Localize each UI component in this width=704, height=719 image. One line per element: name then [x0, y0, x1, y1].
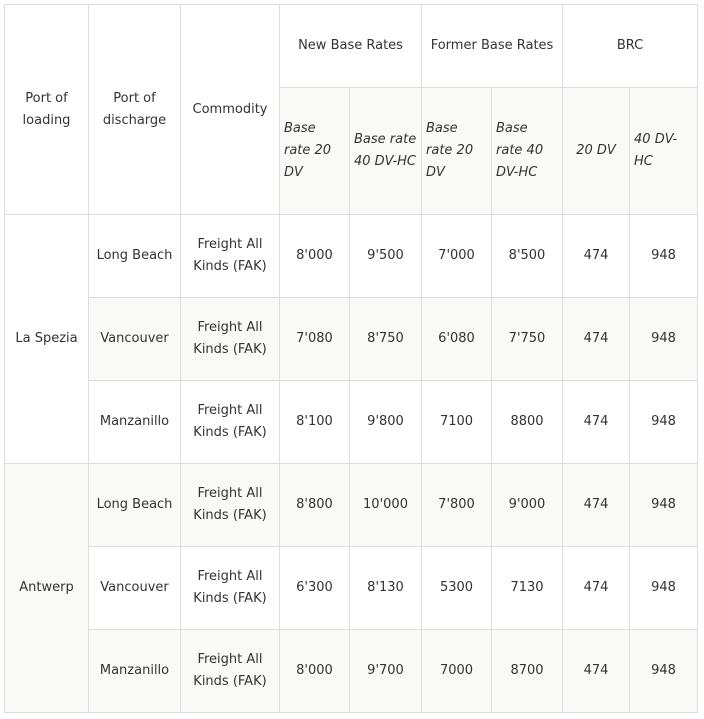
header-port-of-discharge: Port of discharge [89, 5, 181, 215]
new-20dv-cell: 8'000 [280, 215, 350, 298]
table-row [5, 630, 698, 713]
brc-20dv-cell: 474 [563, 547, 630, 630]
commodity-cell: Freight All Kinds (FAK) [181, 215, 280, 298]
former-40dvhc-cell: 9'000 [492, 464, 563, 547]
header-port-of-loading: Port of loading [5, 5, 89, 215]
discharge-cell: Vancouver [89, 547, 181, 630]
header-new-base-rates: New Base Rates [280, 5, 422, 88]
former-20dv-cell: 7100 [422, 381, 492, 464]
header-new-40dvhc-label: Base rate 40 DV-HC [354, 132, 417, 169]
port-of-loading-cell: La Spezia [5, 215, 89, 464]
brc-40dvhc-cell: 948 [630, 547, 698, 630]
brc-40dvhc-cell: 948 [630, 464, 698, 547]
new-40dvhc-cell: 8'130 [350, 547, 422, 630]
header-former-20dv-label: Base rate 20 DV [426, 121, 474, 180]
former-20dv-cell: 5300 [422, 547, 492, 630]
table-row [5, 215, 698, 298]
header-row-top [5, 5, 698, 88]
header-brc-20dv [563, 88, 630, 215]
header-brc-20dv-label: 20 DV [576, 143, 616, 158]
new-20dv-cell: 8'100 [280, 381, 350, 464]
rates-table [4, 4, 698, 713]
former-20dv-cell: 7'000 [422, 215, 492, 298]
former-40dvhc-cell: 8'500 [492, 215, 563, 298]
table-row [5, 298, 698, 381]
header-former-20dv [422, 88, 492, 215]
header-commodity: Commodity [181, 5, 280, 215]
header-brc: BRC [563, 5, 698, 88]
discharge-cell: Vancouver [89, 298, 181, 381]
header-new-20dv [280, 88, 350, 215]
header-former-40dvhc [492, 88, 563, 215]
former-40dvhc-cell: 7'750 [492, 298, 563, 381]
new-40dvhc-cell: 10'000 [350, 464, 422, 547]
table-row [5, 464, 698, 547]
commodity-cell: Freight All Kinds (FAK) [181, 298, 280, 381]
new-40dvhc-cell: 9'700 [350, 630, 422, 713]
brc-40dvhc-cell: 948 [630, 298, 698, 381]
header-former-base-rates: Former Base Rates [422, 5, 563, 88]
commodity-cell: Freight All Kinds (FAK) [181, 547, 280, 630]
discharge-cell: Long Beach [89, 215, 181, 298]
discharge-cell: Manzanillo [89, 630, 181, 713]
former-20dv-cell: 7'800 [422, 464, 492, 547]
header-former-40dvhc-label: Base rate 40 DV-HC [496, 121, 544, 180]
discharge-cell: Long Beach [89, 464, 181, 547]
brc-20dv-cell: 474 [563, 464, 630, 547]
brc-40dvhc-cell: 948 [630, 215, 698, 298]
new-40dvhc-cell: 8'750 [350, 298, 422, 381]
brc-20dv-cell: 474 [563, 215, 630, 298]
new-40dvhc-cell: 9'500 [350, 215, 422, 298]
table-row [5, 381, 698, 464]
brc-40dvhc-cell: 948 [630, 630, 698, 713]
header-brc-40dvhc [630, 88, 698, 215]
commodity-cell: Freight All Kinds (FAK) [181, 464, 280, 547]
commodity-cell: Freight All Kinds (FAK) [181, 630, 280, 713]
brc-20dv-cell: 474 [563, 381, 630, 464]
header-new-40dvhc [350, 88, 422, 215]
table-row [5, 547, 698, 630]
brc-20dv-cell: 474 [563, 298, 630, 381]
header-new-20dv-label: Base rate 20 DV [284, 121, 332, 180]
brc-40dvhc-cell: 948 [630, 381, 698, 464]
new-20dv-cell: 8'000 [280, 630, 350, 713]
brc-20dv-cell: 474 [563, 630, 630, 713]
former-40dvhc-cell: 8700 [492, 630, 563, 713]
header-brc-40dvhc-label: 40 DV-HC [634, 132, 678, 169]
port-of-loading-cell: Antwerp [5, 464, 89, 713]
former-40dvhc-cell: 7130 [492, 547, 563, 630]
commodity-cell: Freight All Kinds (FAK) [181, 381, 280, 464]
former-40dvhc-cell: 8800 [492, 381, 563, 464]
new-20dv-cell: 8'800 [280, 464, 350, 547]
discharge-cell: Manzanillo [89, 381, 181, 464]
former-20dv-cell: 7000 [422, 630, 492, 713]
former-20dv-cell: 6'080 [422, 298, 492, 381]
new-40dvhc-cell: 9'800 [350, 381, 422, 464]
new-20dv-cell: 7'080 [280, 298, 350, 381]
new-20dv-cell: 6'300 [280, 547, 350, 630]
